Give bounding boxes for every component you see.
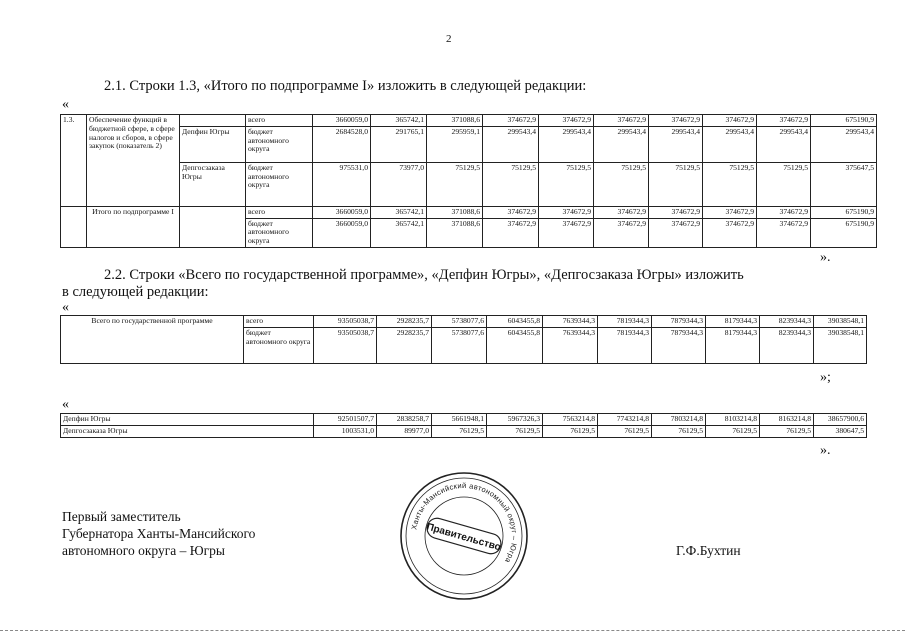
value-cell: 1003531,0 xyxy=(314,425,377,437)
value-cell: 675190,9 xyxy=(811,206,877,218)
signature-title xyxy=(62,508,255,559)
value-cell: 7879344,3 xyxy=(652,327,706,363)
row-name: Всего по государственной программе xyxy=(61,316,244,364)
row-name: Депгосзаказа Югры xyxy=(61,425,314,437)
row-name: Итого по подпрограмме I xyxy=(87,206,180,247)
value-cell: 299543,4 xyxy=(757,126,811,162)
open-quote: « xyxy=(62,300,69,315)
table-subprogram-1 xyxy=(60,114,877,248)
value-cell: 675190,9 xyxy=(811,218,877,247)
value-cell: 675190,9 xyxy=(811,115,877,127)
value-cell: 374672,9 xyxy=(757,115,811,127)
value-cell: 299543,4 xyxy=(539,126,594,162)
value-cell: 76129,5 xyxy=(760,425,814,437)
page-number: 2 xyxy=(446,33,452,45)
value-cell: 374672,9 xyxy=(594,206,649,218)
value-cell: 75129,5 xyxy=(703,162,757,206)
value-cell: 7879344,3 xyxy=(652,316,706,328)
value-cell: 374672,9 xyxy=(594,115,649,127)
value-cell: 89977,0 xyxy=(377,425,432,437)
table-row xyxy=(61,316,867,328)
value-cell: 5967326,3 xyxy=(487,414,543,426)
source-cell: бюджет автономного округа xyxy=(246,162,313,206)
section-2-2-heading-line2: в следующей редакции: xyxy=(62,284,209,300)
table-row xyxy=(61,206,877,218)
value-cell: 8239344,3 xyxy=(760,327,814,363)
source-cell: всего xyxy=(246,206,313,218)
value-cell: 5738077,6 xyxy=(432,316,487,328)
value-cell: 374672,9 xyxy=(649,206,703,218)
open-quote: « xyxy=(62,397,69,412)
value-cell: 299543,4 xyxy=(483,126,539,162)
value-cell: 93505038,7 xyxy=(314,327,377,363)
row-number: 1.3. xyxy=(61,115,87,207)
value-cell: 75129,5 xyxy=(539,162,594,206)
table-row xyxy=(61,126,877,162)
value-cell: 76129,5 xyxy=(432,425,487,437)
value-cell: 7563214,8 xyxy=(543,414,598,426)
value-cell: 371088,6 xyxy=(427,218,483,247)
official-seal xyxy=(398,470,530,602)
value-cell: 295959,1 xyxy=(427,126,483,162)
value-cell: 2928235,7 xyxy=(377,327,432,363)
signature-title-line: Первый заместитель xyxy=(62,509,181,524)
value-cell: 365742,1 xyxy=(371,115,427,127)
value-cell: 374672,9 xyxy=(757,218,811,247)
source-cell: всего xyxy=(246,115,313,127)
value-cell: 374672,9 xyxy=(703,206,757,218)
value-cell: 7743214,8 xyxy=(598,414,652,426)
value-cell: 374672,9 xyxy=(594,218,649,247)
seal-ring-text: Ханты-Мансийский автономный округ – Югра xyxy=(409,480,520,565)
value-cell: 374672,9 xyxy=(703,115,757,127)
value-cell: 3660059,0 xyxy=(313,206,371,218)
seal-center-text: Правительство xyxy=(425,521,502,554)
value-cell: 299543,4 xyxy=(703,126,757,162)
source-cell: бюджет автономного округа xyxy=(246,126,313,162)
value-cell: 975531,0 xyxy=(313,162,371,206)
value-cell: 73977,0 xyxy=(371,162,427,206)
signature-title-line: автономного округа – Югры xyxy=(62,543,225,558)
table-row xyxy=(61,425,867,437)
value-cell: 365742,1 xyxy=(371,218,427,247)
value-cell: 299543,4 xyxy=(594,126,649,162)
source-cell: бюджет автономного округа xyxy=(246,218,313,247)
signatory-name: Г.Ф.Бухтин xyxy=(676,543,741,558)
value-cell: 375647,5 xyxy=(811,162,877,206)
value-cell: 3660059,0 xyxy=(313,218,371,247)
value-cell: 8163214,8 xyxy=(760,414,814,426)
value-cell: 6043455,8 xyxy=(487,327,543,363)
value-cell: 371088,6 xyxy=(427,115,483,127)
svg-text:Ханты-Мансийский автономный ок xyxy=(409,481,519,565)
value-cell: 3660059,0 xyxy=(313,115,371,127)
value-cell: 76129,5 xyxy=(543,425,598,437)
value-cell: 2684528,0 xyxy=(313,126,371,162)
value-cell: 380647,5 xyxy=(814,425,867,437)
value-cell: 6043455,8 xyxy=(487,316,543,328)
value-cell: 76129,5 xyxy=(706,425,760,437)
value-cell: 365742,1 xyxy=(371,206,427,218)
value-cell: 39038548,1 xyxy=(814,327,867,363)
value-cell: 7639344,3 xyxy=(543,327,598,363)
value-cell: 75129,5 xyxy=(649,162,703,206)
table-row xyxy=(61,162,877,206)
close-quote: ». xyxy=(820,250,831,265)
table-executors xyxy=(60,413,867,438)
row-number xyxy=(61,206,87,247)
table-program-total xyxy=(60,315,867,364)
value-cell: 5738077,6 xyxy=(432,327,487,363)
value-cell: 5661948,1 xyxy=(432,414,487,426)
value-cell: 291765,1 xyxy=(371,126,427,162)
close-quote: ». xyxy=(820,443,831,458)
executor-cell: Депгосзаказа Югры xyxy=(180,162,246,206)
value-cell: 374672,9 xyxy=(539,206,594,218)
value-cell: 374672,9 xyxy=(539,218,594,247)
source-cell: бюджет автономного округа xyxy=(244,327,314,363)
value-cell: 374672,9 xyxy=(483,206,539,218)
value-cell: 75129,5 xyxy=(594,162,649,206)
value-cell: 2838258,7 xyxy=(377,414,432,426)
row-name: Депфин Югры xyxy=(61,414,314,426)
close-quote: »; xyxy=(820,370,831,385)
value-cell: 374672,9 xyxy=(649,115,703,127)
value-cell: 8179344,3 xyxy=(706,316,760,328)
executor-cell: Депфин Югры xyxy=(180,126,246,162)
value-cell: 374672,9 xyxy=(649,218,703,247)
value-cell: 75129,5 xyxy=(757,162,811,206)
value-cell: 92501507,7 xyxy=(314,414,377,426)
table-row xyxy=(61,414,867,426)
value-cell: 299543,4 xyxy=(811,126,877,162)
value-cell: 8103214,8 xyxy=(706,414,760,426)
source-cell: всего xyxy=(244,316,314,328)
value-cell: 76129,5 xyxy=(652,425,706,437)
value-cell: 39038548,1 xyxy=(814,316,867,328)
value-cell: 7639344,3 xyxy=(543,316,598,328)
value-cell: 374672,9 xyxy=(703,218,757,247)
value-cell: 2928235,7 xyxy=(377,316,432,328)
value-cell: 371088,6 xyxy=(427,206,483,218)
value-cell: 8179344,3 xyxy=(706,327,760,363)
value-cell: 299543,4 xyxy=(649,126,703,162)
value-cell: 374672,9 xyxy=(483,115,539,127)
section-2-2-heading-line1: 2.2. Строки «Всего по государственной программе», «Депфин Югры», «Депгосзаказа Югры» изложить xyxy=(104,267,744,283)
value-cell: 374672,9 xyxy=(757,206,811,218)
page-bottom-edge xyxy=(0,630,905,631)
value-cell: 76129,5 xyxy=(487,425,543,437)
value-cell: 374672,9 xyxy=(539,115,594,127)
executor-cell xyxy=(180,206,246,247)
value-cell: 75129,5 xyxy=(427,162,483,206)
value-cell: 374672,9 xyxy=(483,218,539,247)
value-cell: 75129,5 xyxy=(483,162,539,206)
table-row xyxy=(61,115,877,127)
executor-cell xyxy=(180,115,246,127)
signature-title-line: Губернатора Ханты-Мансийского xyxy=(62,526,256,541)
section-2-1-heading: 2.1. Строки 1.3, «Итого по подпрограмме I» изложить в следующей редакции: xyxy=(104,78,587,94)
value-cell: 7819344,3 xyxy=(598,316,652,328)
open-quote: « xyxy=(62,97,69,112)
row-name: Обеспечение функций в бюджетной сфере, в сфере налогов и сборов, в сфере закупок (показатель 2) xyxy=(87,115,180,207)
value-cell: 93505038,7 xyxy=(314,316,377,328)
value-cell: 7819344,3 xyxy=(598,327,652,363)
value-cell: 38657900,6 xyxy=(814,414,867,426)
value-cell: 7803214,8 xyxy=(652,414,706,426)
value-cell: 8239344,3 xyxy=(760,316,814,328)
value-cell: 76129,5 xyxy=(598,425,652,437)
